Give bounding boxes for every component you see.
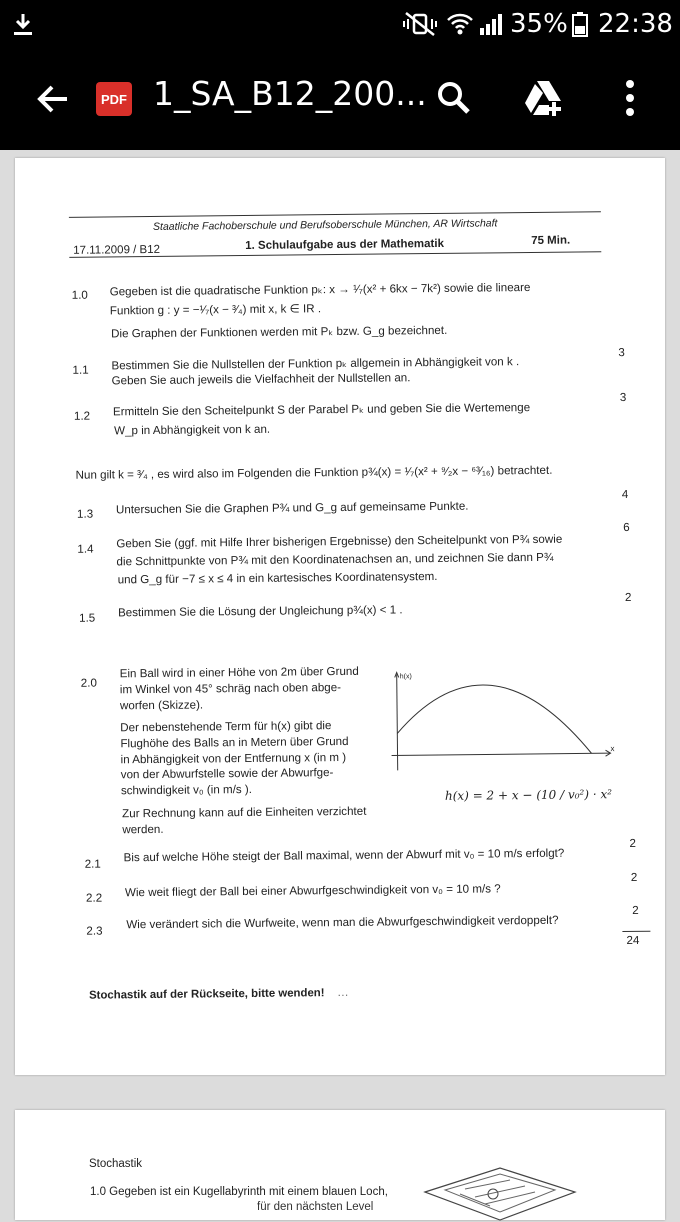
task-points: 2 xyxy=(632,903,639,917)
pdf-file-icon: PDF xyxy=(96,82,132,116)
mute-vibrate-icon xyxy=(402,0,438,48)
page-content xyxy=(10,155,670,1079)
task-line: Bestimmen Sie die Nullstellen der Funktion pₖ allgemein in Abhängigkeit von k . xyxy=(111,355,520,373)
search-button[interactable] xyxy=(428,72,480,124)
task-points: 2 xyxy=(629,836,637,850)
task-intro-line: Nun gilt k = ³⁄₄ , es wird also im Folgenden die Funktion p¾(x) = ¹⁄₇(x² + ⁹⁄₂x − ⁶³⁄₁₆) betrachtet. xyxy=(75,463,553,482)
search-icon xyxy=(437,81,471,115)
task-line: Geben Sie auch jeweils die Vielfachheit der Nullstellen an. xyxy=(111,371,411,388)
task-line: schwindigkeit v₀ (in m/s ). xyxy=(120,782,253,798)
page2-line: 1.0 Gegeben ist ein Kugellabyrinth mit einem blauen Loch, xyxy=(90,1186,388,1198)
wifi-icon xyxy=(446,0,474,48)
task-number: 2.1 xyxy=(84,857,101,871)
task-line: Der nebenstehende Term für h(x) gibt die xyxy=(120,719,332,735)
page2-heading: Stochastik xyxy=(89,1158,143,1170)
task-line: Gegeben ist die quadratische Funktion pₖ: x → ¹⁄₇(x² + 6kx − 7k²) sowie die lineare xyxy=(109,280,531,299)
task-line: Bis auf welche Höhe steigt der Ball maximal, wenn der Abwurf mit v₀ = 10 m/s erfolgt? xyxy=(123,846,565,865)
task-line: Bestimmen Sie die Lösung der Ungleichung p¾(x) < 1 . xyxy=(117,603,403,620)
task-number: 1.0 xyxy=(71,288,88,302)
battery-icon xyxy=(572,0,588,48)
task-number: 1.3 xyxy=(76,507,94,521)
footer-note: Stochastik auf der Rückseite, bitte wenden! xyxy=(88,987,325,1002)
task-number: 2.3 xyxy=(86,924,103,938)
y-axis xyxy=(397,674,398,770)
header-rule xyxy=(69,211,601,218)
task-number: 1.5 xyxy=(79,611,96,625)
signal-icon xyxy=(478,0,506,48)
task-line: Ermitteln Sie den Scheitelpunkt S der Parabel Pₖ und geben Sie die Wertemenge xyxy=(112,400,531,419)
task-line: Geben Sie (ggf. mit Hilfe Ihrer bisherigen Ergebnisse) den Scheitelpunkt von P¾ sowie xyxy=(116,532,563,551)
pdf-page-1[interactable] xyxy=(15,158,665,1075)
app-bar xyxy=(0,48,680,150)
exam-duration: 75 Min. xyxy=(531,234,571,247)
trajectory-curve xyxy=(397,684,592,756)
sketch-x-label: x xyxy=(610,744,615,754)
task-line: worfen (Skizze). xyxy=(119,698,204,713)
task-line: die Schnittpunkte von P¾ mit den Koordinatenachsen an, und zeichnen Sie dann P¾ xyxy=(116,550,554,569)
task-points: 3 xyxy=(618,346,625,360)
task-line: und G_g für −7 ≤ x ≤ 4 in ein kartesisches Koordinatensystem. xyxy=(117,569,438,587)
add-to-drive-button[interactable] xyxy=(518,72,570,124)
document-title: 1_SA_B12_200... xyxy=(153,74,427,113)
exam-title: 1. Schulaufgabe aus der Mathematik xyxy=(245,237,445,252)
back-arrow-icon xyxy=(36,82,70,116)
task-line: Funktion g : y = −¹⁄₇(x − ³⁄₄) mit x, k ∈ IR . xyxy=(109,302,322,318)
x-axis xyxy=(392,753,610,755)
task-line: von der Abwurfstelle sowie der Abwurfge- xyxy=(120,766,334,782)
footer-dots: … xyxy=(336,985,349,1000)
task-line: Untersuchen Sie die Graphen P¾ und G_g auf gemeinsame Punkte. xyxy=(115,499,469,517)
school-name: Staatliche Fachoberschule und Berufsoberschule München, AR Wirtschaft xyxy=(152,217,498,233)
trajectory-sketch xyxy=(391,668,622,775)
task-number: 1.1 xyxy=(72,363,89,377)
task-line: Zur Rechnung kann auf die Einheiten verzichtet xyxy=(122,804,367,821)
more-options-button[interactable] xyxy=(610,72,650,124)
task-points: 4 xyxy=(621,487,629,502)
total-rule xyxy=(622,931,650,932)
task-line: Wie verändert sich die Wurfweite, wenn man die Abwurfgeschwindigkeit verdoppelt? xyxy=(126,913,559,932)
task-line: Flughöhe des Balls an in Metern über Grund xyxy=(120,734,349,751)
more-vert-icon xyxy=(625,79,635,117)
status-bar xyxy=(0,0,680,48)
total-points: 24 xyxy=(626,933,640,948)
task-line: Wie weit fliegt der Ball bei einer Abwurfgeschwindigkeit von v₀ = 10 m/s ? xyxy=(124,882,501,900)
task-number: 2.0 xyxy=(80,676,97,690)
task-line: im Winkel von 45° schräg nach oben abge- xyxy=(119,680,342,697)
sketch-y-label: h(x) xyxy=(399,673,412,681)
back-button[interactable] xyxy=(28,74,78,124)
date-class: 17.11.2009 / B12 xyxy=(73,243,161,257)
task-points: 6 xyxy=(623,520,630,535)
download-icon xyxy=(10,0,36,48)
pdf-page-2[interactable] xyxy=(15,1110,665,1220)
task-number: 1.4 xyxy=(77,542,94,556)
drive-add-icon xyxy=(523,79,565,117)
clock: 22:38 xyxy=(598,9,673,39)
task-line: W_p in Abhängigkeit von k an. xyxy=(114,422,271,438)
task-line: Ein Ball wird in einer Höhe von 2m über Grund xyxy=(119,664,359,681)
task-line: Die Graphen der Funktionen werden mit Pₖ bzw. G_g bezeichnet. xyxy=(111,323,448,341)
height-formula: h(x) = 2 + x − (10 / v₀²) · x² xyxy=(444,787,613,803)
task-points: 2 xyxy=(624,590,632,605)
task-line: werden. xyxy=(122,822,164,837)
task-number: 2.2 xyxy=(85,891,103,905)
task-number: 1.2 xyxy=(73,409,91,423)
task-points: 3 xyxy=(619,390,627,405)
page2-line: für den nächsten Level xyxy=(257,1201,374,1213)
task-points: 2 xyxy=(630,870,638,884)
labyrinth-illustration xyxy=(415,1162,585,1222)
task-line: in Abhängigkeit von der Entfernung x (in m ) xyxy=(120,750,347,767)
battery-percent: 35% xyxy=(510,9,568,39)
